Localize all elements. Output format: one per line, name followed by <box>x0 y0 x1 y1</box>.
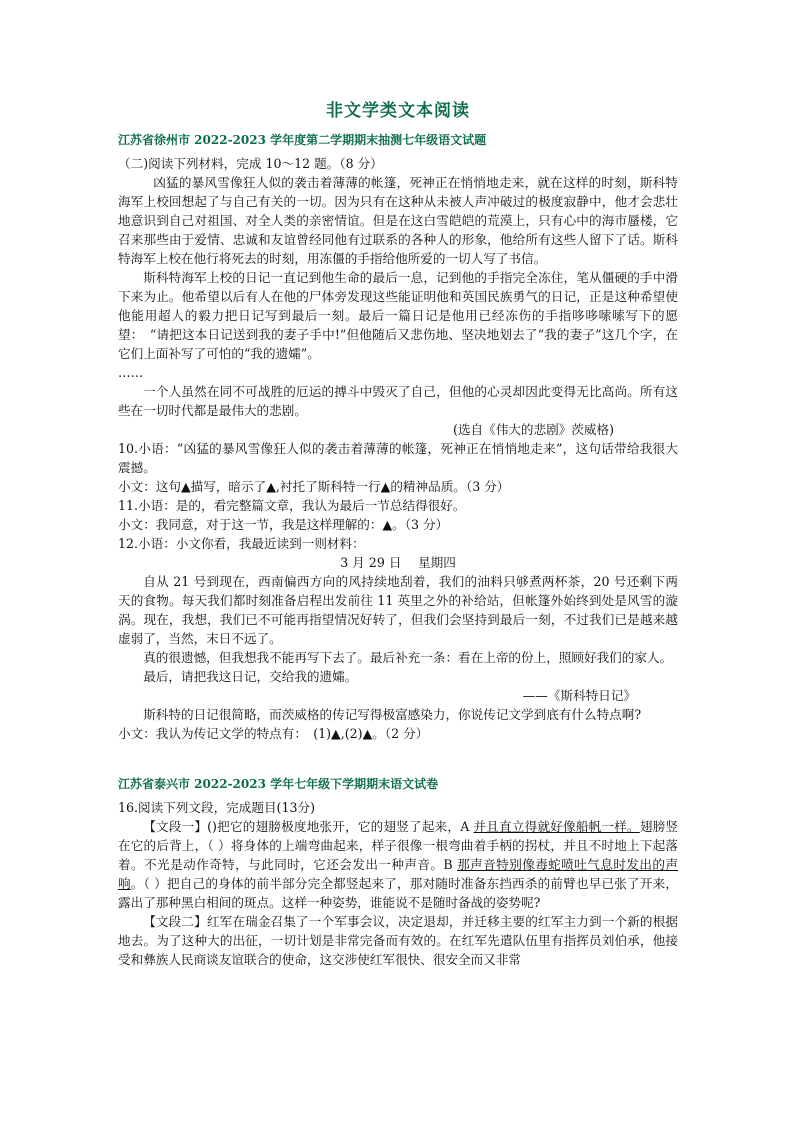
section2-instruction: 16.阅读下列文段，完成题目(13分) <box>118 800 316 815</box>
passage-paragraph-3: 一个人虽然在同不可战胜的厄运的搏斗中毁灭了自己，但他的心灵却因此变得无比高尚。所有这些在一切时代都是最伟大的悲剧。 <box>118 384 678 418</box>
question-11-answer-line: 小文：我同意，对于这一节，我是这样理解的：▲。（3 分） <box>118 517 449 532</box>
section1-heading: 江苏省徐州市 2022-2023 学年度第二学期期末抽测七年级语文试题 <box>118 133 487 147</box>
question-12-body: 斯科特的日记很简略，而茨威格的传记写得极富感染力，你说传记文学到底有什么特点啊? <box>143 707 642 722</box>
excerpt-2: 【文段二】红军在瑞金召集了一个军事会议，决定退却，并迁移主要的红军主力到一个新的根据地去。为了这种大的出征，一切计划是非常完备而有效的。在红军先遣队伍里有指挥员刘伯承，他接受和彝族人民商谈友谊联合的使命，这交涉使红军很快、很安全而又非常 <box>118 914 678 967</box>
question-11-prompt: 11.小语：是的，看完整篇文章，我认为最后一节总结得很好。 <box>118 498 466 513</box>
passage-paragraph-2: 斯科特海军上校的日记一直记到他生命的最后一息，记到他的手指完全冻住，笔从僵硬的手中滑下来为止。他希望以后有人在他的尸体旁发现这些能证明他和英国民族勇气的日记，正是这种希望使他能用超人的毅力把日记写到最后一刻。最后一篇日记是他用已经冻伤的手指哆哆嗦嗦写下的愿望： “请把这本日记送到我的妻子手中!”但他随后又悲伤地、坚决地划去了“我的妻子”这几个字，在它们上面补写了可怕的“我的遗孀”。 <box>118 270 678 361</box>
section1-instruction: （二)阅读下列材料，完成 10～12 题。（8 分） <box>118 156 383 171</box>
passage-source: (选自《伟大的悲剧》茨威格) <box>453 422 614 437</box>
diary-paragraph-1: 自从 21 号到现在，西南偏西方向的风持续地刮着，我们的油料只够煮两杯茶，20 号还剩下两天的食物。每天我们都时刻准备启程出发前往 11 英里之外的补给站，但帐篷外始终到处是风雪的漩涡。现在，我想，我们已不可能再指望情况好转了，但我们会坚持到最后一刻，不过我们已是越来越虚弱了，当然，末日不远了。 <box>118 574 678 646</box>
document-page <box>118 96 678 969</box>
underlined-sentence-a: 并且直立得就好像船帆一样。 <box>473 819 640 834</box>
diary-source: ——《斯科特日记》 <box>522 688 636 703</box>
question-10-answer-line: 小文：这句▲描写，暗示了▲,衬托了斯科特一行▲的精神品质。（3 分） <box>118 479 510 494</box>
question-10-prompt: 10.小语：“凶猛的暴风雪像狂人似的袭击着薄薄的帐篷，死神正在悄悄地走来”，这句话带给我很大震撼。 <box>118 441 678 475</box>
question-12-prompt: 12.小语：小文你看，我最近读到一则材料： <box>118 536 365 551</box>
ellipsis: …… <box>118 365 144 380</box>
question-12-answer-line: 小文：我认为传记文学的特点有： (1)▲,(2)▲。（2 分） <box>118 726 429 741</box>
excerpt-1-part-b: 翅膀竖在它的后背上，（ ）将身体的上端弯曲起来，样子很像一根弯曲着手柄的拐杖，并且不时地上下起落着。不光是动作奇特，与此同时，它还会发出一种声音。B <box>118 819 678 872</box>
diary-paragraph-3: 最后，请把我这日记，交给我的遗孀。 <box>143 669 358 684</box>
excerpt-1 <box>118 817 678 912</box>
excerpt-1-part-c: 。（ ）把自己的身体的前半部分完全都竖起来了，那对随时准备东挡西杀的前臂也早已张了开来，露出了那种黑白相间的斑点。这样一种姿势，谁能说不是随时备战的姿势呢? <box>118 876 678 910</box>
passage-paragraph-1: 凶猛的暴风雪像狂人似的袭击着薄薄的帐篷，死神正在悄悄地走来，就在这样的时刻，斯科特海军上校回想起了与自己有关的一切。因为只有在这种从未被人声冲破过的极度寂静中，他才会悲壮地意识到自己对祖国、对全人类的亲密情谊。但是在这白雪皑皑的荒漠上，只有心中的海市蜃楼，它召来那些由于爱情、忠诚和友谊曾经同他有过联系的各种人的形象，他给所有这些人留下了话。斯科特海军上校在他行将死去的时刻，用冻僵的手指给他所爱的一切人写了书信。 <box>118 175 678 266</box>
diary-paragraph-2: 真的很遗憾，但我想我不能再写下去了。最后补充一条：看在上帝的份上，照顾好我们的家人。 <box>143 650 673 665</box>
section2-heading: 江苏省泰兴市 2022-2023 学年七年级下学期期末语文试卷 <box>118 777 439 791</box>
document-title: 非文学类文本阅读 <box>326 101 470 121</box>
excerpt-1-part-a: 【文段一】()把它的翅膀极度地张开，它的翅竖了起来，A <box>143 819 474 834</box>
diary-date: 3 月 29 日 星期四 <box>340 555 456 570</box>
underlined-sentence-b: 那声音特别像毒蛇喷吐气息时发出的声响 <box>118 857 678 891</box>
